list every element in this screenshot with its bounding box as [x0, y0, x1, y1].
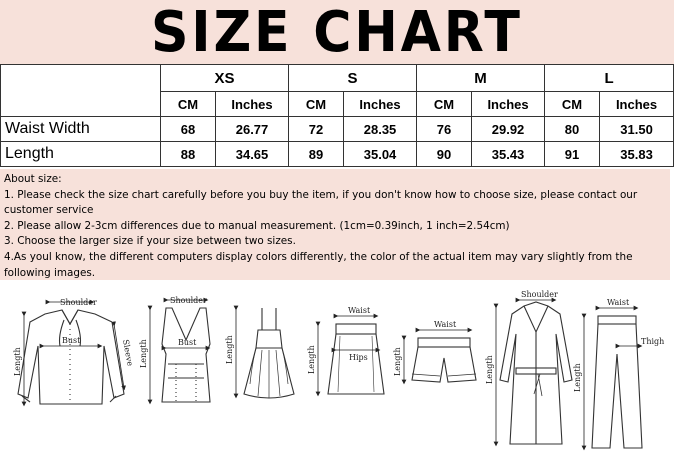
table-cell: 88 — [161, 142, 216, 167]
unit-inches-header: Inches — [600, 92, 674, 117]
table-cell: 35.83 — [600, 142, 674, 167]
blouse-length-label: Length — [13, 347, 22, 376]
about-note-1: 1. Please check the size chart carefully before you buy the item, if you don't know how to choose size, please contact our customer service — [4, 188, 638, 217]
dress-figure — [244, 308, 294, 398]
blouse-shoulder-label: Shoulder — [60, 298, 97, 307]
size-table — [0, 64, 674, 167]
unit-inches-header: Inches — [472, 92, 545, 117]
about-note-2: 2. Please allow 2-3cm differences due to manual measurement. (1cm=0.39inch, 1 inch=2.54cm) — [4, 219, 510, 232]
blouse-sleeve-label: Sleeve — [121, 338, 135, 367]
table-cell: 72 — [289, 117, 344, 142]
about-note-4: 4.As youl know, the different computers display colors differently, the color of the actual item may vary slightly from the following images. — [4, 250, 633, 279]
shorts-figure — [412, 338, 476, 382]
unit-inches-header: Inches — [216, 92, 289, 117]
table-cell: 76 — [417, 117, 472, 142]
row-label-waist-width: Waist Width — [1, 117, 161, 142]
table-cell: 35.04 — [344, 142, 417, 167]
unit-cm-header: CM — [545, 92, 600, 117]
coat-figure — [500, 302, 572, 444]
unit-cm-header: CM — [417, 92, 472, 117]
size-m-header: M — [417, 65, 545, 92]
coat-length-label: Length — [485, 355, 494, 384]
unit-inches-header: Inches — [344, 92, 417, 117]
pants-waist-label: Waist — [607, 298, 630, 307]
skirt-waist-label: Waist — [348, 306, 371, 315]
table-cell: 26.77 — [216, 117, 289, 142]
table-cell: 91 — [545, 142, 600, 167]
about-note-3: 3. Choose the larger size if your size between two sizes. — [4, 235, 296, 248]
table-cell: 80 — [545, 117, 600, 142]
pants-thigh-label: Thigh — [641, 337, 665, 346]
row-label-length: Length — [1, 142, 161, 167]
pants-figure — [592, 316, 642, 448]
table-cell: 90 — [417, 142, 472, 167]
table-row — [1, 142, 674, 167]
table-cell: 35.43 — [472, 142, 545, 167]
table-corner — [1, 65, 161, 117]
vest-length-label: Length — [139, 339, 148, 368]
blouse-figure — [18, 310, 124, 404]
size-l-header: L — [545, 65, 674, 92]
table-cell: 68 — [161, 117, 216, 142]
about-size-notes — [0, 169, 670, 280]
size-s-header: S — [289, 65, 417, 92]
vest-shoulder-label: Shoulder — [170, 296, 207, 305]
table-cell: 28.35 — [344, 117, 417, 142]
size-xs-header: XS — [161, 65, 289, 92]
table-cell: 29.92 — [472, 117, 545, 142]
unit-cm-header: CM — [161, 92, 216, 117]
table-cell: 34.65 — [216, 142, 289, 167]
vest-bust-label: Bust — [178, 338, 197, 347]
garment-measurement-figures — [0, 284, 674, 466]
title-band — [0, 0, 674, 64]
dress-length-label: Length — [225, 335, 234, 364]
about-heading: About size: — [4, 173, 62, 185]
coat-shoulder-label: Shoulder — [521, 290, 558, 299]
skirt-length-label: Length — [307, 345, 316, 374]
table-cell: 31.50 — [600, 117, 674, 142]
blouse-bust-label: Bust — [62, 336, 81, 345]
size-header-row — [1, 65, 674, 92]
shorts-length-label: Length — [393, 347, 402, 376]
skirt-hips-label: Hips — [349, 353, 368, 362]
pants-length-label: Length — [573, 363, 582, 392]
shorts-waist-label: Waist — [434, 320, 457, 329]
page-title: SIZE CHART — [151, 0, 523, 65]
vest-figure — [162, 308, 210, 402]
table-row — [1, 117, 674, 142]
garment-figures-svg — [0, 284, 674, 466]
unit-cm-header: CM — [289, 92, 344, 117]
table-cell: 89 — [289, 142, 344, 167]
